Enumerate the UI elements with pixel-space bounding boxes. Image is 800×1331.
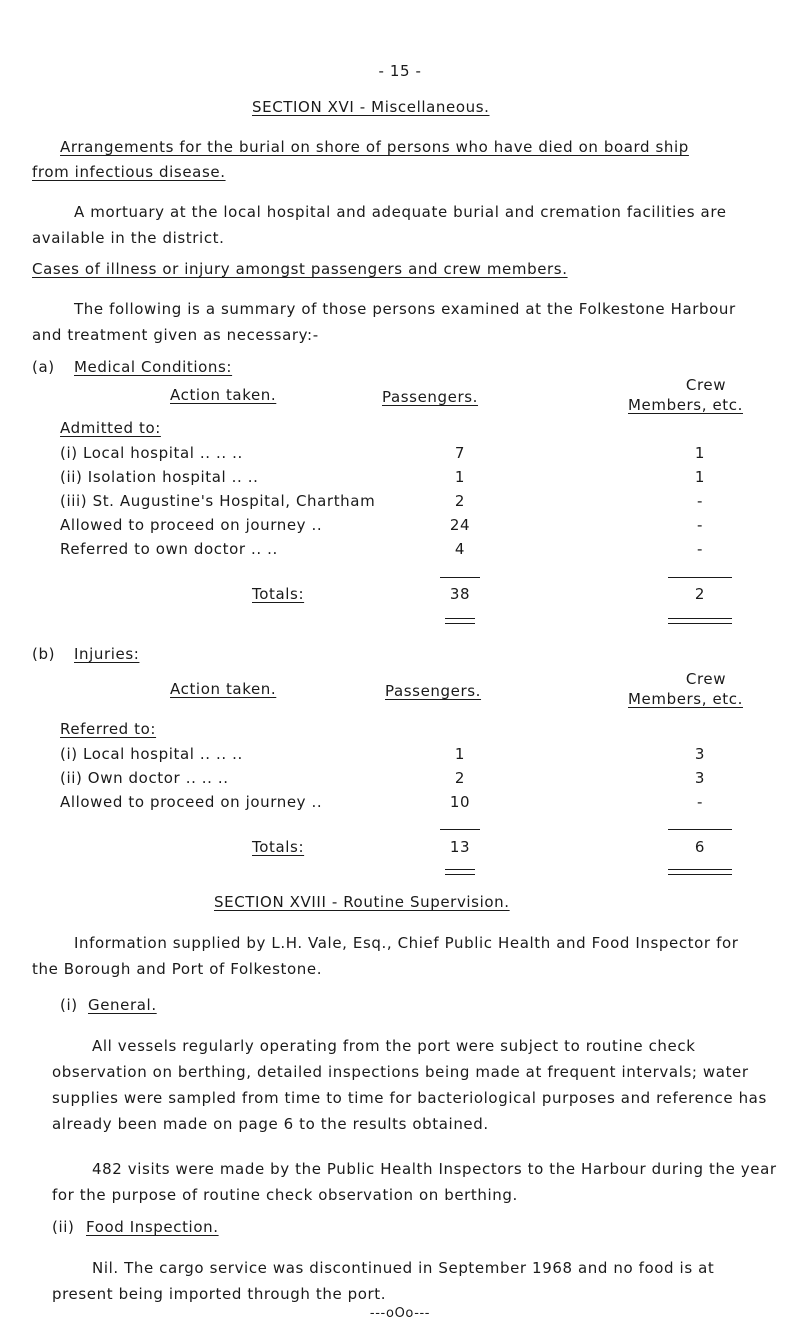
cases-heading: Cases of illness or injury amongst passengers and crew members. (32, 260, 568, 278)
medical-total-crew: 2 (694, 585, 706, 603)
medical-row-passengers: 24 (449, 516, 471, 534)
injuries-row-label: (ii) Own doctor .. .. .. (60, 769, 229, 787)
injuries-row-passengers: 10 (449, 793, 471, 811)
medical-col-action: Action taken. (170, 386, 277, 404)
general-heading: General. (88, 996, 157, 1014)
info-paragraph: Information supplied by L.H. Vale, Esq., Chief Public Health and Food Inspector for the Borough and Port of Folkestone. (32, 934, 739, 978)
medical-row-passengers: 7 (454, 444, 466, 462)
medical-row-label: (i) Local hospital .. .. .. (60, 444, 243, 462)
injuries-row-crew: - (696, 793, 703, 811)
medical-subtotal-rule (668, 577, 732, 578)
burial-paragraph: A mortuary at the local hospital and adequate burial and cremation facilities are available in the district. (32, 203, 727, 247)
injuries-col-crew-2: Members, etc. (628, 690, 743, 708)
injuries-total-double-rule (668, 869, 732, 875)
medical-total-double-rule (445, 618, 475, 624)
section-16-title: SECTION XVI - Miscellaneous. (252, 98, 490, 116)
burial-heading-line-1: Arrangements for the burial on shore of persons who have died on board ship (60, 138, 689, 156)
visits-paragraph: 482 visits were made by the Public Health Inspectors to the Harbour during the year for the purpose of routine check observation on berthing. (52, 1160, 777, 1204)
medical-total-passengers: 38 (449, 585, 471, 603)
medical-row-label: Referred to own doctor .. .. (60, 540, 278, 558)
medical-heading: Medical Conditions: (74, 358, 233, 376)
medical-totals-label: Totals: (252, 585, 305, 603)
injuries-total-crew: 6 (694, 838, 706, 856)
medical-row-crew: - (696, 540, 703, 558)
page-number: - 15 - (378, 62, 422, 80)
injuries-total-double-rule (445, 869, 475, 875)
injuries-sub-heading: Referred to: (60, 720, 157, 738)
medical-col-crew-1: Crew (685, 376, 727, 394)
medical-row-crew: 1 (694, 468, 706, 486)
injuries-subtotal-rule (668, 829, 732, 830)
injuries-row-label: (i) Local hospital .. .. .. (60, 745, 243, 763)
burial-heading-line-2: from infectious disease. (32, 163, 226, 181)
medical-row-passengers: 1 (454, 468, 466, 486)
medical-col-passengers: Passengers. (382, 388, 479, 406)
section-18-title: SECTION XVIII - Routine Supervision. (214, 893, 510, 911)
injuries-row-label: Allowed to proceed on journey .. (60, 793, 323, 811)
injuries-row-crew: 3 (694, 745, 706, 763)
medical-row-crew: 1 (694, 444, 706, 462)
end-mark: ---oOo--- (369, 1306, 431, 1321)
medical-row-passengers: 2 (454, 492, 466, 510)
medical-row-label: (ii) Isolation hospital .. .. (60, 468, 259, 486)
general-label: (i) (60, 996, 78, 1014)
injuries-col-crew-1: Crew (685, 670, 727, 688)
injuries-row-crew: 3 (694, 769, 706, 787)
injuries-heading: Injuries: (74, 645, 140, 663)
injuries-col-passengers: Passengers. (385, 682, 482, 700)
injuries-col-action: Action taken. (170, 680, 277, 698)
injuries-total-passengers: 13 (449, 838, 471, 856)
food-label: (ii) (52, 1218, 75, 1236)
food-paragraph: Nil. The cargo service was discontinued in September 1968 and no food is at present being imported through the port. (52, 1259, 715, 1303)
medical-col-crew-2: Members, etc. (628, 396, 743, 414)
medical-row-label: (iii) St. Augustine's Hospital, Chartham (60, 492, 376, 510)
food-heading: Food Inspection. (86, 1218, 219, 1236)
medical-row-passengers: 4 (454, 540, 466, 558)
medical-sub-heading: Admitted to: (60, 419, 161, 437)
medical-row-crew: - (696, 492, 703, 510)
medical-label: (a) (32, 358, 55, 376)
injuries-row-passengers: 2 (454, 769, 466, 787)
cases-paragraph: The following is a summary of those persons examined at the Folkestone Harbour and treatment given as necessary:- (32, 300, 736, 344)
medical-subtotal-rule (440, 577, 480, 578)
injuries-label: (b) (32, 645, 56, 663)
injuries-totals-label: Totals: (252, 838, 305, 856)
medical-total-double-rule (668, 618, 732, 624)
medical-row-label: Allowed to proceed on journey .. (60, 516, 323, 534)
general-paragraph: All vessels regularly operating from the port were subject to routine check observation on berthing, detailed inspections being made at frequent intervals; water supplies were sampled from time to time for bacteriological purposes and reference has already been made on page 6 to the results obtained. (52, 1037, 767, 1133)
medical-row-crew: - (696, 516, 703, 534)
injuries-subtotal-rule (440, 829, 480, 830)
injuries-row-passengers: 1 (454, 745, 466, 763)
